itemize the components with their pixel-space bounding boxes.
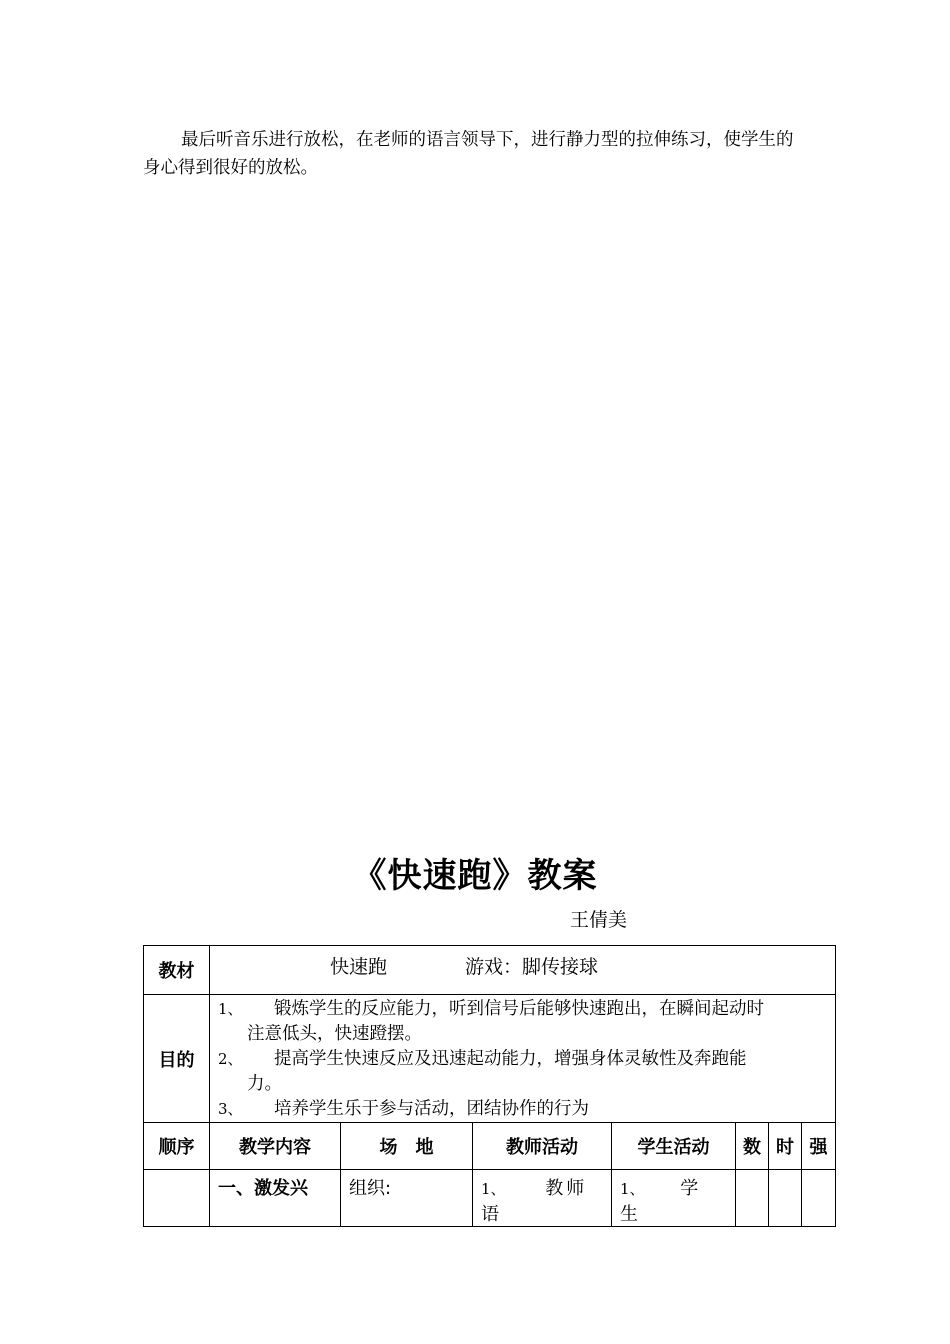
- material-value: 快速跑: [330, 956, 388, 978]
- material-label: 教材: [144, 946, 210, 995]
- goal-text: 锻炼学生的反应能力，听到信号后能够快速跑出，在瞬间起动时: [274, 999, 764, 1019]
- goal-item: [218, 1097, 831, 1122]
- goal-label: 目的: [144, 995, 210, 1123]
- header-teacher-activity: 教师活动: [473, 1123, 612, 1170]
- game-value: 游戏：脚传接球: [465, 956, 599, 978]
- goal-row: [144, 995, 836, 1123]
- header-time: 时: [769, 1123, 802, 1170]
- intro-paragraph: 最后听音乐进行放松，在老师的语言领导下，进行静力型的拉伸练习，使学生的身心得到很好的放松。: [143, 130, 794, 178]
- header-venue: 场 地: [341, 1123, 473, 1170]
- teacher-activity-cell: [473, 1170, 612, 1227]
- teacher-activity-text: 教师语: [481, 1178, 588, 1225]
- lesson-title: 《快速跑》教案: [352, 856, 598, 896]
- header-order: 顺序: [144, 1123, 210, 1170]
- goal-number: 3、: [218, 1100, 243, 1118]
- goal-cell: [210, 995, 836, 1123]
- student-activity-text: 学 生: [620, 1178, 702, 1225]
- material-value-cell: [210, 946, 836, 995]
- content-cell: 一、激发兴: [210, 1170, 341, 1227]
- goal-number: 2、: [218, 1050, 243, 1068]
- order-cell: [144, 1170, 210, 1227]
- student-activity-cell: [612, 1170, 736, 1227]
- column-header-row: [144, 1123, 836, 1170]
- venue-cell: 组织:: [341, 1170, 473, 1227]
- header-count: 数: [736, 1123, 769, 1170]
- goal-number: 1、: [218, 1000, 243, 1018]
- goal-text-continued: 力。: [247, 1074, 282, 1094]
- count-cell: [736, 1170, 769, 1227]
- header-content: 教学内容: [210, 1123, 341, 1170]
- goal-list: [210, 995, 835, 1122]
- material-row: [144, 946, 836, 995]
- goal-text-continued: 注意低头，快速蹬摆。: [247, 1024, 422, 1044]
- goal-text: 提高学生快速反应及迅速起动能力，增强身体灵敏性及奔跑能: [274, 1049, 747, 1069]
- intensity-cell: [802, 1170, 836, 1227]
- goal-item: [218, 997, 831, 1047]
- time-cell: [769, 1170, 802, 1227]
- table-row: [144, 1170, 836, 1227]
- goal-text: 培养学生乐于参与活动，团结协作的行为: [274, 1099, 589, 1119]
- lesson-plan-table: [143, 945, 836, 1227]
- teacher-activity-number: 1、: [481, 1180, 506, 1198]
- header-intensity: 强: [802, 1123, 836, 1170]
- author-name: 王倩美: [570, 909, 628, 931]
- goal-item: [218, 1047, 831, 1097]
- student-activity-number: 1、: [620, 1180, 645, 1198]
- header-student-activity: 学生活动: [612, 1123, 736, 1170]
